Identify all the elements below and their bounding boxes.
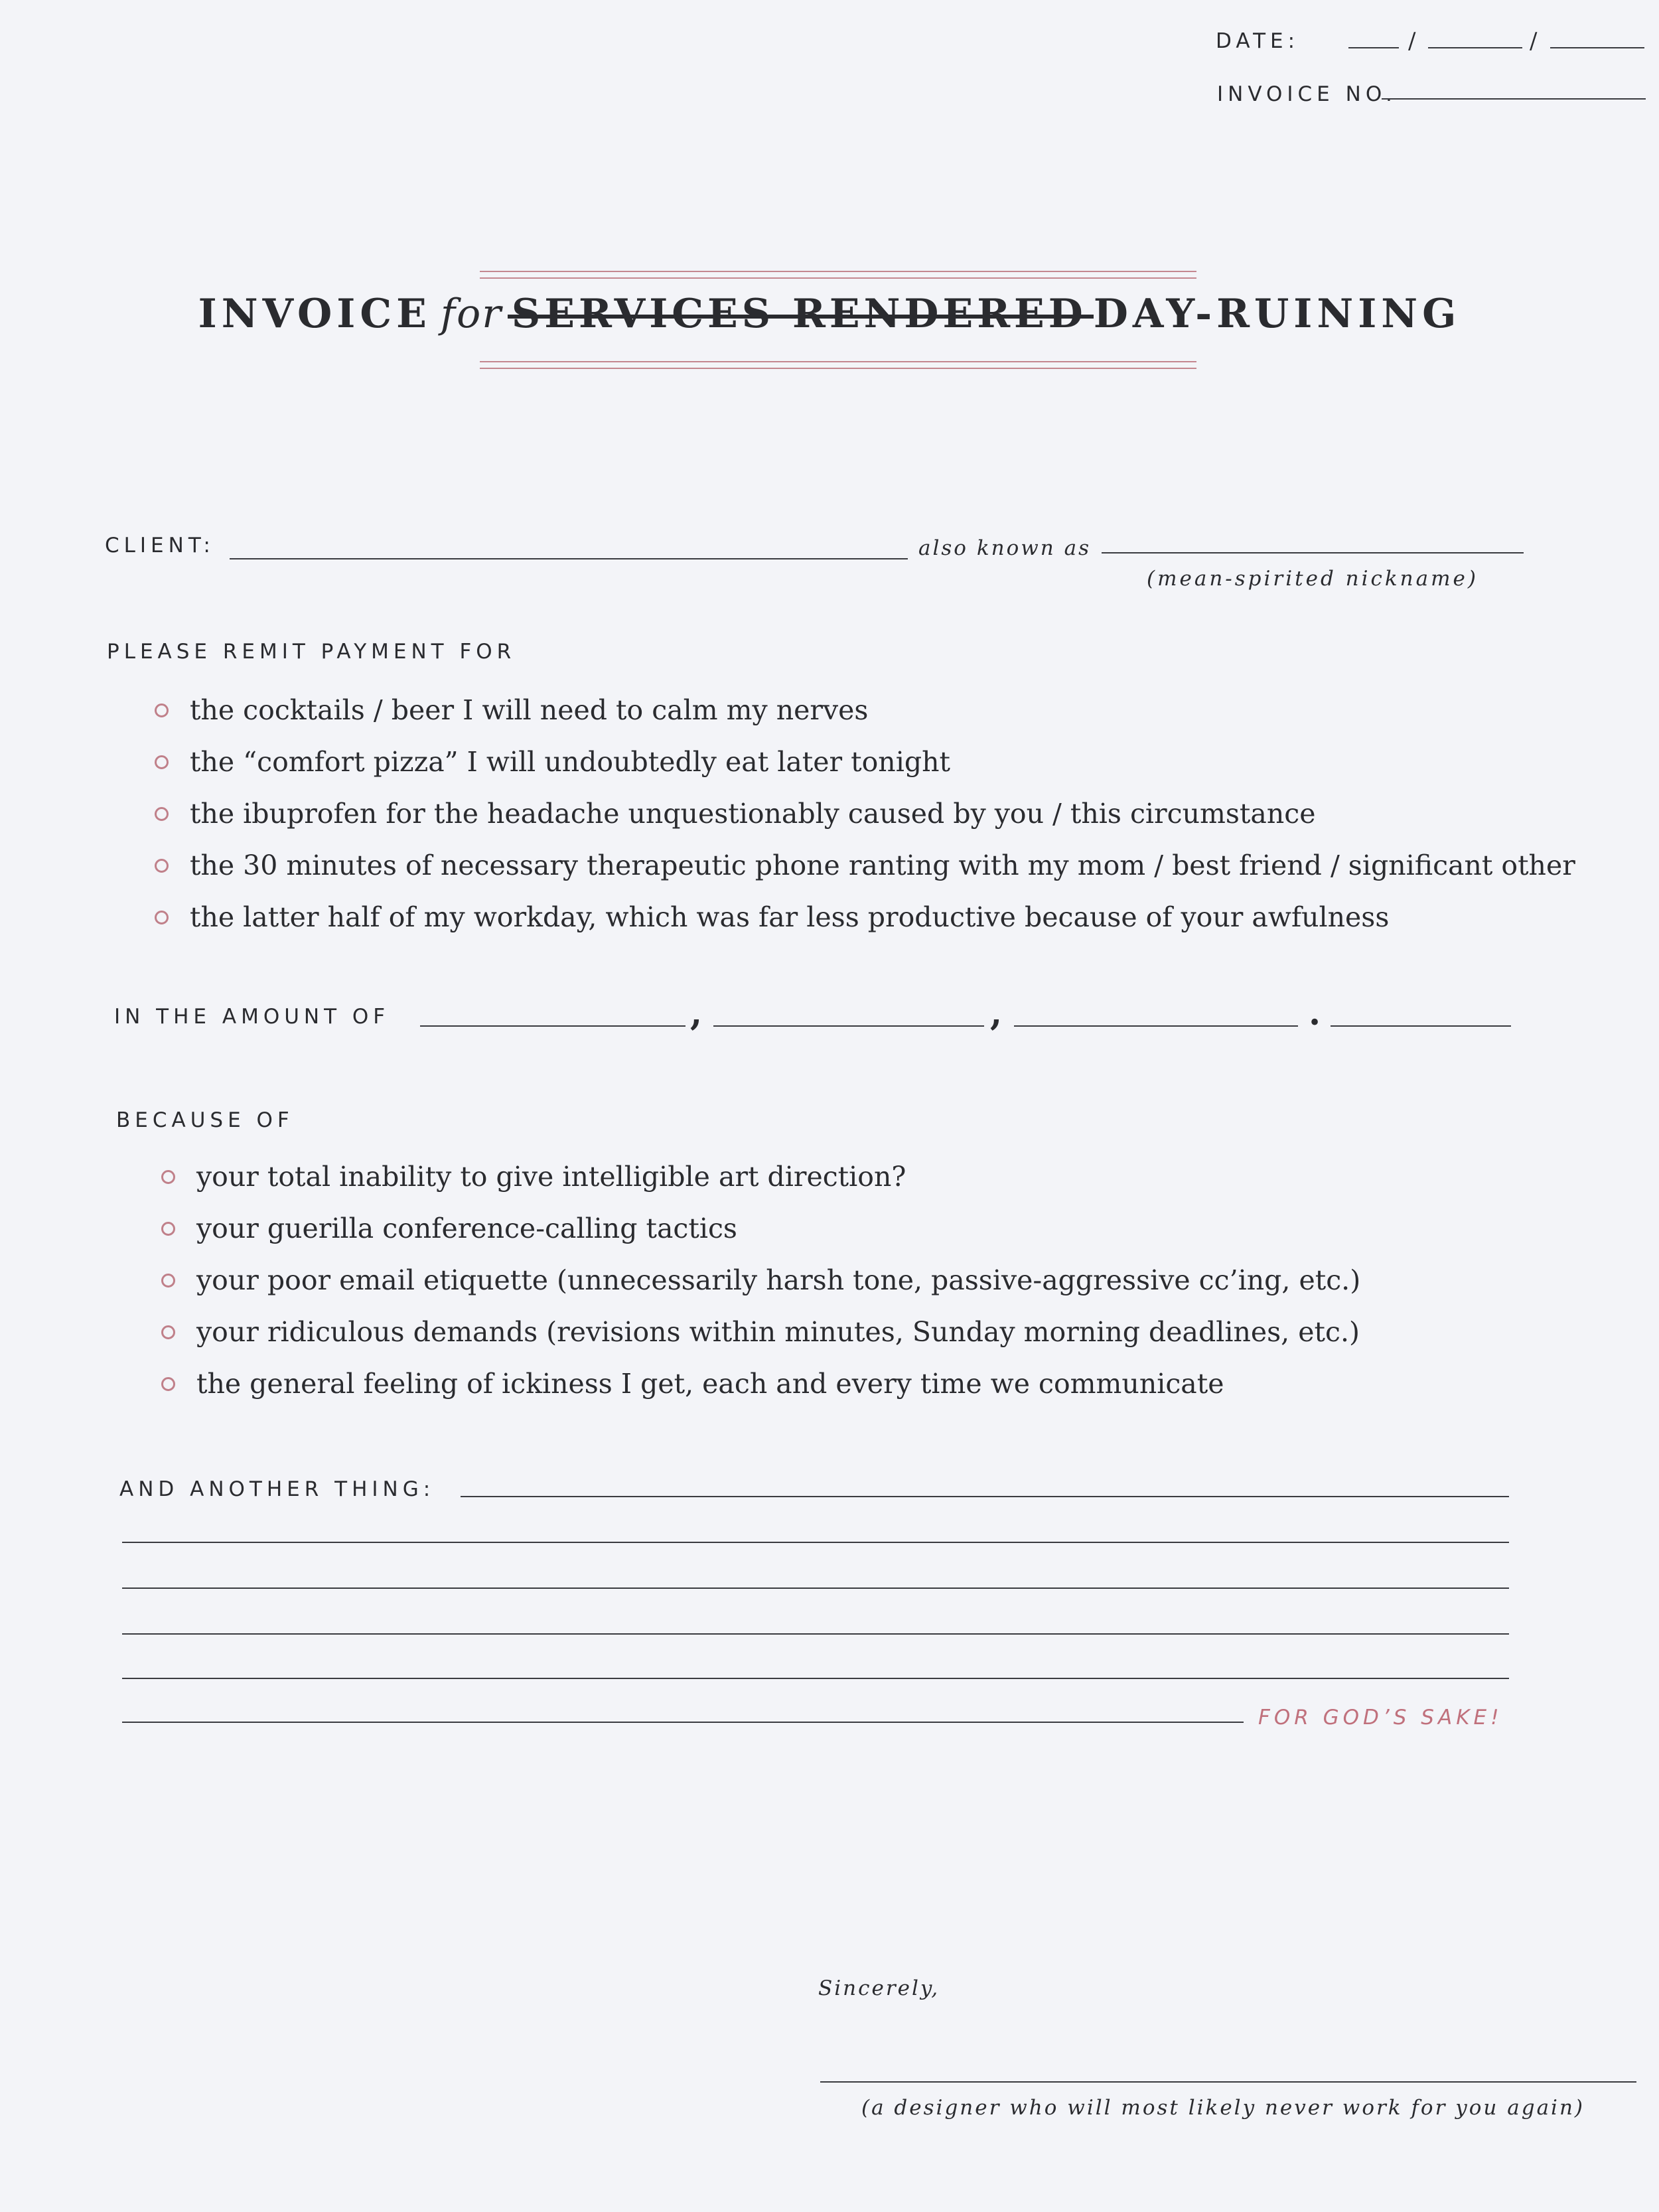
checkbox-circle-icon[interactable] bbox=[161, 1325, 175, 1339]
remit-option-text: the cocktails / beer I will need to calm my nerves bbox=[190, 694, 869, 726]
date-month-field[interactable] bbox=[1348, 47, 1399, 48]
checkbox-circle-icon[interactable] bbox=[161, 1222, 175, 1236]
remit-option-text: the “comfort pizza” I will undoubtedly eat later tonight bbox=[190, 746, 950, 778]
title-invoice: INVOICE bbox=[198, 291, 431, 337]
date-year-field[interactable] bbox=[1550, 47, 1644, 48]
checkbox-circle-icon[interactable] bbox=[161, 1377, 175, 1391]
amount-comma: , bbox=[990, 993, 1003, 1033]
amount-decimal-point: . bbox=[1309, 993, 1321, 1033]
client-name-field[interactable] bbox=[230, 558, 908, 559]
amount-thousands-field[interactable] bbox=[420, 1025, 685, 1027]
invoice-no-field[interactable] bbox=[1382, 98, 1646, 100]
remit-option[interactable] bbox=[155, 891, 1575, 943]
checkbox-circle-icon[interactable] bbox=[161, 1170, 175, 1184]
nickname-field[interactable] bbox=[1102, 552, 1524, 553]
because-option-text: the general feeling of ickiness I get, each and every time we communicate bbox=[196, 1368, 1224, 1400]
remit-option[interactable] bbox=[155, 788, 1575, 840]
remit-option[interactable] bbox=[155, 736, 1575, 788]
date-separator: / bbox=[1408, 28, 1416, 54]
another-thing-line[interactable] bbox=[122, 1678, 1509, 1679]
title-rule-bottom bbox=[480, 361, 1196, 362]
because-option-text: your guerilla conference-calling tactics bbox=[196, 1213, 737, 1244]
page-title bbox=[0, 291, 1659, 337]
client-label: CLIENT: bbox=[105, 534, 215, 557]
title-struck-services: SERVICES RENDERED bbox=[511, 291, 1087, 337]
because-checklist bbox=[161, 1151, 1360, 1410]
another-thing-line[interactable] bbox=[122, 1722, 1244, 1723]
amount-units-field[interactable] bbox=[1014, 1025, 1298, 1027]
amount-hundreds-field[interactable] bbox=[713, 1025, 984, 1027]
title-rule-top bbox=[480, 271, 1196, 272]
title-rule-top bbox=[480, 277, 1196, 279]
amount-label: IN THE AMOUNT OF bbox=[114, 1005, 390, 1029]
amount-comma: , bbox=[690, 993, 703, 1033]
also-known-as-label: also known as bbox=[918, 536, 1091, 560]
because-option-text: your total inability to give intelligible art direction? bbox=[196, 1161, 906, 1193]
checkbox-circle-icon[interactable] bbox=[155, 911, 169, 924]
invoice-no-label: INVOICE NO. bbox=[1217, 82, 1397, 106]
because-option[interactable] bbox=[161, 1151, 1360, 1203]
because-option[interactable] bbox=[161, 1358, 1360, 1410]
for-gods-sake-note: FOR GOD’S SAKE! bbox=[1258, 1706, 1503, 1730]
checkbox-circle-icon[interactable] bbox=[155, 859, 169, 873]
another-thing-line[interactable] bbox=[461, 1496, 1509, 1497]
remit-option[interactable] bbox=[155, 684, 1575, 736]
date-day-field[interactable] bbox=[1428, 47, 1522, 48]
signature-caption: (a designer who will most likely never work for you again) bbox=[861, 2096, 1585, 2120]
remit-label: PLEASE REMIT PAYMENT FOR bbox=[107, 640, 516, 664]
nickname-hint: (mean-spirited nickname) bbox=[1147, 567, 1479, 591]
another-thing-line[interactable] bbox=[122, 1633, 1509, 1635]
remit-checklist bbox=[155, 684, 1575, 943]
date-label: DATE: bbox=[1216, 29, 1300, 53]
because-option-text: your poor email etiquette (unnecessarily harsh tone, passive-aggressive cc’ing, etc.) bbox=[196, 1264, 1361, 1296]
because-option[interactable] bbox=[161, 1254, 1360, 1306]
checkbox-circle-icon[interactable] bbox=[155, 703, 169, 717]
checkbox-circle-icon[interactable] bbox=[155, 755, 169, 769]
remit-option-text: the ibuprofen for the headache unquestionably caused by you / this circumstance bbox=[190, 798, 1316, 830]
checkbox-circle-icon[interactable] bbox=[155, 807, 169, 821]
checkbox-circle-icon[interactable] bbox=[161, 1274, 175, 1288]
because-label: BECAUSE OF bbox=[116, 1108, 294, 1132]
signature-line[interactable] bbox=[820, 2081, 1636, 2083]
sincerely-text: Sincerely, bbox=[818, 1976, 940, 2000]
another-thing-line[interactable] bbox=[122, 1542, 1509, 1543]
date-separator: / bbox=[1530, 28, 1538, 54]
amount-cents-field[interactable] bbox=[1331, 1025, 1511, 1027]
title-rule-bottom bbox=[480, 368, 1196, 369]
remit-option-text: the latter half of my workday, which was far less productive because of your awfulness bbox=[190, 901, 1390, 933]
another-thing-line[interactable] bbox=[122, 1587, 1509, 1589]
title-day-ruining: DAY-RUINING bbox=[1093, 291, 1461, 337]
title-for: for bbox=[440, 291, 502, 337]
because-option[interactable] bbox=[161, 1306, 1360, 1358]
another-thing-label: AND ANOTHER THING: bbox=[119, 1477, 435, 1501]
because-option[interactable] bbox=[161, 1203, 1360, 1254]
remit-option[interactable] bbox=[155, 840, 1575, 891]
remit-option-text: the 30 minutes of necessary therapeutic phone ranting with my mom / best friend / significant other bbox=[190, 849, 1575, 881]
because-option-text: your ridiculous demands (revisions within minutes, Sunday morning deadlines, etc.) bbox=[196, 1316, 1360, 1348]
